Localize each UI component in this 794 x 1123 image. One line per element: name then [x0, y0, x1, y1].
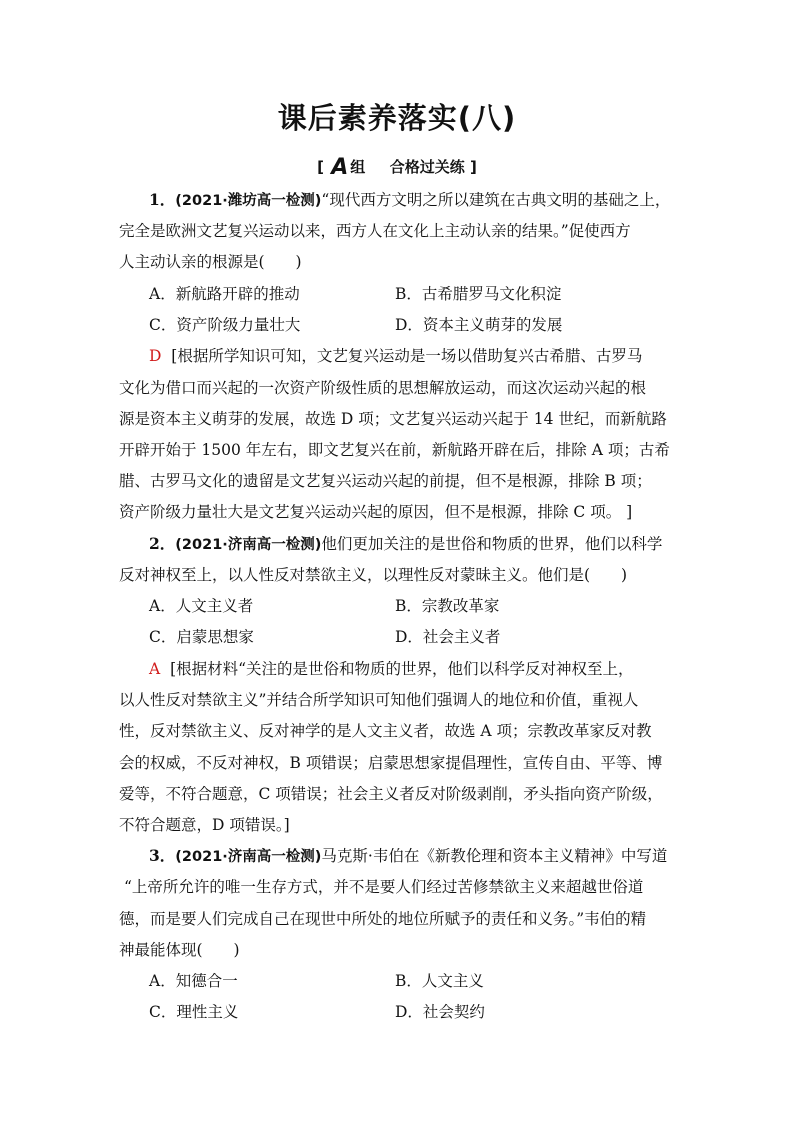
q2-analysis-line-4: 会的权威，不反对神权，B 项错误；启蒙思想家提倡理性，宣传自由、平等、博 [119, 754, 663, 772]
q2-line-2: 反对神权至上，以人性反对禁欲主义，以理性反对蒙昧主义。他们是( ) [119, 566, 628, 584]
q3-number: 3． [149, 846, 176, 865]
q1-stem-3: 人主动认亲的根源是( ) [119, 253, 302, 271]
q2-analysis-line-1 [149, 659, 634, 679]
q3-source: (2021·济南高一检测) [175, 849, 322, 865]
q2-analysis-line-6: 不符合题意，D 项错误。] [119, 816, 290, 834]
q3-option-d: D．社会契约 [395, 1003, 485, 1021]
q2-analysis-line-5: 爱等，不符合题意，C 项错误；社会主义者反对阶级剥削，矛头指向资产阶级， [119, 785, 663, 803]
group-bracket-close: ] [470, 158, 477, 176]
q2-analysis-1: [根据材料“关注的是世俗和物质的世界，他们以科学反对神权至上， [170, 660, 634, 678]
q1-stem-1: “现代西方文明之所以建筑在古典文明的基础之上， [321, 191, 671, 209]
q1-analysis-line-5: 腊、古罗马文化的遗留是文艺复兴运动兴起的前提，但不是根源，排除 B 项； [119, 472, 652, 490]
q2-line-1 [149, 534, 662, 555]
q3-option-c: C．理性主义 [149, 1003, 239, 1021]
group-bracket-open: [ [317, 158, 324, 176]
q3-line-3: 德，而是要人们完成自己在现世中所处的地位所赋予的责任和义务。”韦伯的精 [119, 910, 647, 928]
q2-option-c: C．启蒙思想家 [149, 628, 254, 646]
q2-option-a: A．人文主义者 [149, 597, 254, 615]
page-title: 课后素养落实(八) [277, 101, 517, 135]
q3-option-a: A．知德合一 [149, 972, 238, 990]
q1-number: 1． [149, 190, 176, 209]
q2-analysis-line-2: 以人性反对禁欲主义”并结合所学知识可知他们强调人的地位和价值，重视人 [119, 691, 639, 709]
q1-option-d: D．资本主义萌芽的发展 [395, 316, 563, 334]
q2-stem-1: 他们更加关注的是世俗和物质的世界，他们以科学 [321, 535, 663, 553]
q1-analysis-line-6: 资产阶级力量壮大是文艺复兴运动兴起的原因，但不是根源，排除 C 项。 ] [119, 503, 633, 521]
q2-number: 2． [149, 534, 176, 553]
q1-option-a: A．新航路开辟的推动 [149, 285, 300, 303]
group-letter: A [331, 155, 349, 180]
q2-option-d: D．社会主义者 [395, 628, 501, 646]
q1-option-b: B．古希腊罗马文化积淀 [395, 285, 562, 303]
q1-analysis-line-2: 文化为借口而兴起的一次资产阶级性质的思想解放运动，而这次运动兴起的根 [119, 379, 647, 397]
q2-answer: A [149, 660, 161, 678]
q1-analysis-line-1 [149, 346, 642, 366]
q3-option-b: B．人文主义 [395, 972, 484, 990]
q3-stem-1: 马克斯·韦伯在《新教伦理和资本主义精神》中写道 [321, 847, 668, 865]
group-subtitle: 合格过关练 [389, 158, 465, 176]
q1-source: (2021·潍坊高一检测) [175, 193, 322, 209]
q3-line-2: “上帝所允许的唯一生存方式，并不是要人们经过苦修禁欲主义来超越世俗道 [124, 878, 644, 896]
q3-line-1 [149, 846, 667, 867]
group-label: 组 [350, 158, 366, 176]
q1-analysis-line-3: 源是资本主义萌芽的发展，故选 D 项；文艺复兴运动兴起于 14 世纪，而新航路 [119, 410, 667, 428]
q2-source: (2021·济南高一检测) [175, 537, 322, 553]
q2-option-b: B．宗教改革家 [395, 597, 500, 615]
q1-line-2 [119, 221, 631, 241]
q1-analysis-line-4: 开辟开始于 1500 年左右，即文艺复兴在前，新航路开辟在后，排除 A 项；古希 [119, 441, 670, 459]
q1-option-c: C．资产阶级力量壮大 [149, 316, 301, 334]
q2-analysis-line-3: 性，反对禁欲主义、反对神学的是人文主义者，故选 A 项；宗教改革家反对教 [119, 722, 652, 740]
q1-line-3 [119, 252, 302, 272]
q1-stem-2: 完全是欧洲文艺复兴运动以来，西方人在文化上主动认亲的结果。”促使西方 [119, 222, 631, 240]
q3-line-4: 神最能体现( ) [119, 941, 240, 959]
q1-line-1 [149, 190, 670, 211]
group-heading [0, 155, 794, 180]
q1-analysis-1: [根据所学知识可知，文艺复兴运动是一场以借助复兴古希腊、古罗马 [171, 347, 643, 365]
q1-answer: D [149, 347, 162, 365]
